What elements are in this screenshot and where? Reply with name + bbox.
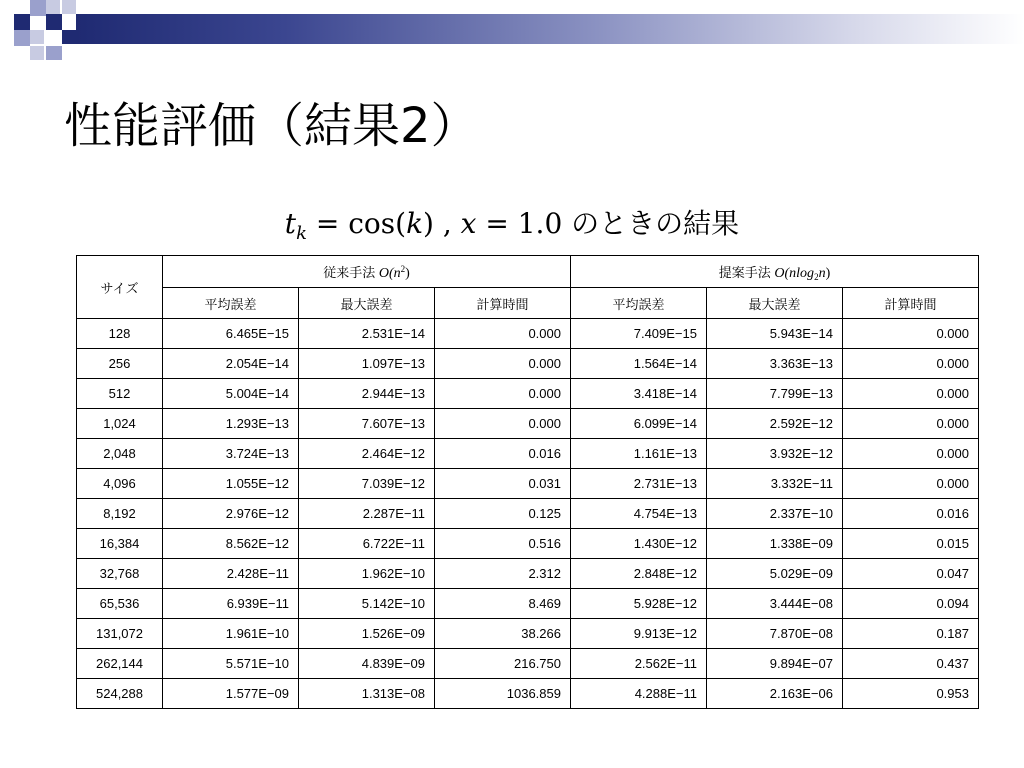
- subtitle-x: x: [460, 207, 477, 240]
- subtitle-eq-cos: = cos(: [306, 207, 407, 240]
- conventional-max-error-cell: 2.944E−13: [299, 379, 435, 409]
- conventional-compute-time-cell: 0.016: [435, 439, 571, 469]
- conventional-mean-error-cell: 2.428E−11: [163, 559, 299, 589]
- conventional-max-error-header: 最大誤差: [299, 288, 435, 319]
- corner-square-pale-1: [46, 0, 60, 14]
- conventional-compute-time-cell: 0.000: [435, 349, 571, 379]
- header-gradient-band: [76, 14, 1024, 44]
- conventional-compute-time-cell: 2.312: [435, 559, 571, 589]
- table-row: [77, 499, 979, 529]
- proposed-compute-time-cell: 0.437: [843, 649, 979, 679]
- conventional-mean-error-cell: 3.724E−13: [163, 439, 299, 469]
- conventional-max-error-cell: 2.531E−14: [299, 319, 435, 349]
- size-cell: 1,024: [77, 409, 163, 439]
- proposed-max-error-cell: 2.592E−12: [707, 409, 843, 439]
- conventional-mean-error-cell: 8.562E−12: [163, 529, 299, 559]
- conventional-method-header: [163, 256, 571, 288]
- size-cell: 8,192: [77, 499, 163, 529]
- size-cell: 65,536: [77, 589, 163, 619]
- conventional-mean-error-header: 平均誤差: [163, 288, 299, 319]
- size-cell: 2,048: [77, 439, 163, 469]
- proposed-compute-time-cell: 0.016: [843, 499, 979, 529]
- conventional-compute-time-cell: 1036.859: [435, 679, 571, 709]
- proposed-complexity-o: O(: [774, 265, 790, 281]
- proposed-mean-error-cell: 6.099E−14: [571, 409, 707, 439]
- proposed-complexity: [774, 266, 830, 281]
- corner-square-lavender-1: [30, 0, 46, 16]
- table-row: [77, 469, 979, 499]
- proposed-compute-time-cell: 0.000: [843, 379, 979, 409]
- size-cell: 512: [77, 379, 163, 409]
- conventional-complexity-close: ): [405, 265, 410, 281]
- table-row: [77, 349, 979, 379]
- proposed-compute-time-cell: 0.015: [843, 529, 979, 559]
- conventional-complexity-exp: 2: [400, 263, 406, 274]
- corner-square-pale-2: [62, 0, 76, 14]
- conventional-compute-time-cell: 0.031: [435, 469, 571, 499]
- size-cell: 256: [77, 349, 163, 379]
- size-cell: 262,144: [77, 649, 163, 679]
- proposed-mean-error-cell: 4.288E−11: [571, 679, 707, 709]
- conventional-compute-time-cell: 0.125: [435, 499, 571, 529]
- conventional-mean-error-cell: 5.571E−10: [163, 649, 299, 679]
- proposed-mean-error-cell: 3.418E−14: [571, 379, 707, 409]
- proposed-max-error-cell: 1.338E−09: [707, 529, 843, 559]
- conventional-compute-time-cell: 0.000: [435, 409, 571, 439]
- proposed-compute-time-cell: 0.000: [843, 319, 979, 349]
- corner-square-lavender-3: [46, 46, 62, 60]
- proposed-mean-error-cell: 1.564E−14: [571, 349, 707, 379]
- proposed-compute-time-cell: 0.000: [843, 469, 979, 499]
- conventional-mean-error-cell: 6.939E−11: [163, 589, 299, 619]
- conventional-complexity-o: O(: [378, 265, 394, 281]
- conventional-mean-error-cell: 1.577E−09: [163, 679, 299, 709]
- table-row: [77, 619, 979, 649]
- table-row: [77, 649, 979, 679]
- proposed-mean-error-cell: 5.928E−12: [571, 589, 707, 619]
- conventional-compute-time-header: 計算時間: [435, 288, 571, 319]
- conventional-compute-time-cell: 216.750: [435, 649, 571, 679]
- size-cell: 16,384: [77, 529, 163, 559]
- corner-square-navy-2: [46, 14, 62, 30]
- conventional-max-error-cell: 6.722E−11: [299, 529, 435, 559]
- results-table: [76, 255, 979, 709]
- table-row: [77, 679, 979, 709]
- table-row: [77, 589, 979, 619]
- proposed-max-error-cell: 7.870E−08: [707, 619, 843, 649]
- proposed-compute-time-cell: 0.953: [843, 679, 979, 709]
- size-cell: 4,096: [77, 469, 163, 499]
- proposed-compute-time-header: 計算時間: [843, 288, 979, 319]
- proposed-max-error-cell: 2.163E−06: [707, 679, 843, 709]
- proposed-compute-time-cell: 0.000: [843, 439, 979, 469]
- corner-square-lavender-2: [14, 30, 30, 46]
- size-cell: 128: [77, 319, 163, 349]
- table-row: [77, 439, 979, 469]
- proposed-complexity-base: 2: [814, 271, 819, 282]
- subtitle-k: k: [406, 207, 424, 240]
- table-row: [77, 529, 979, 559]
- proposed-mean-error-cell: 2.731E−13: [571, 469, 707, 499]
- subtitle-formula: [284, 207, 572, 244]
- proposed-compute-time-cell: 0.094: [843, 589, 979, 619]
- subtitle-t: t: [284, 207, 297, 240]
- proposed-complexity-n: n: [818, 265, 826, 281]
- conventional-compute-time-cell: 0.000: [435, 319, 571, 349]
- proposed-mean-error-cell: 4.754E−13: [571, 499, 707, 529]
- conventional-compute-time-cell: 38.266: [435, 619, 571, 649]
- corner-square-navy-1: [14, 14, 30, 30]
- conventional-mean-error-cell: 6.465E−15: [163, 319, 299, 349]
- conventional-max-error-cell: 1.097E−13: [299, 349, 435, 379]
- proposed-complexity-close: ): [825, 265, 831, 281]
- size-cell: 131,072: [77, 619, 163, 649]
- proposed-max-error-cell: 7.799E−13: [707, 379, 843, 409]
- proposed-max-error-cell: 5.029E−09: [707, 559, 843, 589]
- proposed-compute-time-cell: 0.187: [843, 619, 979, 649]
- size-cell: 32,768: [77, 559, 163, 589]
- conventional-max-error-cell: 1.962E−10: [299, 559, 435, 589]
- subtitle-k-sub: k: [296, 223, 307, 244]
- size-header: サイズ: [77, 256, 163, 319]
- conventional-mean-error-cell: 5.004E−14: [163, 379, 299, 409]
- proposed-mean-error-cell: 7.409E−15: [571, 319, 707, 349]
- results-table-body: [77, 319, 979, 709]
- proposed-mean-error-cell: 9.913E−12: [571, 619, 707, 649]
- corner-square-navy-3: [62, 30, 76, 44]
- conventional-mean-error-cell: 1.055E−12: [163, 469, 299, 499]
- conventional-max-error-cell: 1.313E−08: [299, 679, 435, 709]
- proposed-max-error-header: 最大誤差: [707, 288, 843, 319]
- proposed-compute-time-cell: 0.000: [843, 409, 979, 439]
- slide-subtitle: [0, 204, 1024, 244]
- proposed-max-error-cell: 3.932E−12: [707, 439, 843, 469]
- proposed-max-error-cell: 3.444E−08: [707, 589, 843, 619]
- proposed-mean-error-cell: 2.562E−11: [571, 649, 707, 679]
- conventional-mean-error-cell: 1.293E−13: [163, 409, 299, 439]
- conventional-complexity-n: n: [393, 265, 401, 281]
- corner-square-pale-3: [30, 30, 44, 44]
- conventional-mean-error-cell: 1.961E−10: [163, 619, 299, 649]
- proposed-mean-error-cell: 1.161E−13: [571, 439, 707, 469]
- corner-square-pale-4: [30, 46, 44, 60]
- proposed-mean-error-cell: 2.848E−12: [571, 559, 707, 589]
- conventional-mean-error-cell: 2.976E−12: [163, 499, 299, 529]
- proposed-compute-time-cell: 0.047: [843, 559, 979, 589]
- conventional-compute-time-cell: 8.469: [435, 589, 571, 619]
- proposed-max-error-cell: 9.894E−07: [707, 649, 843, 679]
- conventional-max-error-cell: 5.142E−10: [299, 589, 435, 619]
- conventional-complexity: [378, 263, 410, 281]
- conventional-max-error-cell: 4.839E−09: [299, 649, 435, 679]
- subtitle-close: ) ,: [423, 207, 461, 240]
- conventional-max-error-cell: 2.464E−12: [299, 439, 435, 469]
- proposed-compute-time-cell: 0.000: [843, 349, 979, 379]
- table-row: [77, 409, 979, 439]
- size-cell: 524,288: [77, 679, 163, 709]
- conventional-max-error-cell: 7.039E−12: [299, 469, 435, 499]
- proposed-method-name: 提案手法: [718, 264, 775, 280]
- proposed-max-error-cell: 3.332E−11: [707, 469, 843, 499]
- proposed-mean-error-cell: 1.430E−12: [571, 529, 707, 559]
- proposed-complexity-nlog: nlog: [789, 265, 815, 281]
- conventional-method-name: 従来手法: [323, 264, 379, 280]
- proposed-max-error-cell: 2.337E−10: [707, 499, 843, 529]
- table-row: [77, 319, 979, 349]
- conventional-max-error-cell: 7.607E−13: [299, 409, 435, 439]
- proposed-method-header: [571, 256, 979, 288]
- table-row: [77, 559, 979, 589]
- conventional-compute-time-cell: 0.516: [435, 529, 571, 559]
- proposed-max-error-cell: 5.943E−14: [707, 319, 843, 349]
- subtitle-eq-val: = 1.0: [476, 207, 572, 240]
- subtitle-suffix: のときの結果: [571, 207, 740, 240]
- table-row: [77, 379, 979, 409]
- conventional-max-error-cell: 1.526E−09: [299, 619, 435, 649]
- proposed-mean-error-header: 平均誤差: [571, 288, 707, 319]
- proposed-max-error-cell: 3.363E−13: [707, 349, 843, 379]
- conventional-compute-time-cell: 0.000: [435, 379, 571, 409]
- conventional-max-error-cell: 2.287E−11: [299, 499, 435, 529]
- slide-title: 性能評価（結果2）: [64, 98, 479, 154]
- conventional-mean-error-cell: 2.054E−14: [163, 349, 299, 379]
